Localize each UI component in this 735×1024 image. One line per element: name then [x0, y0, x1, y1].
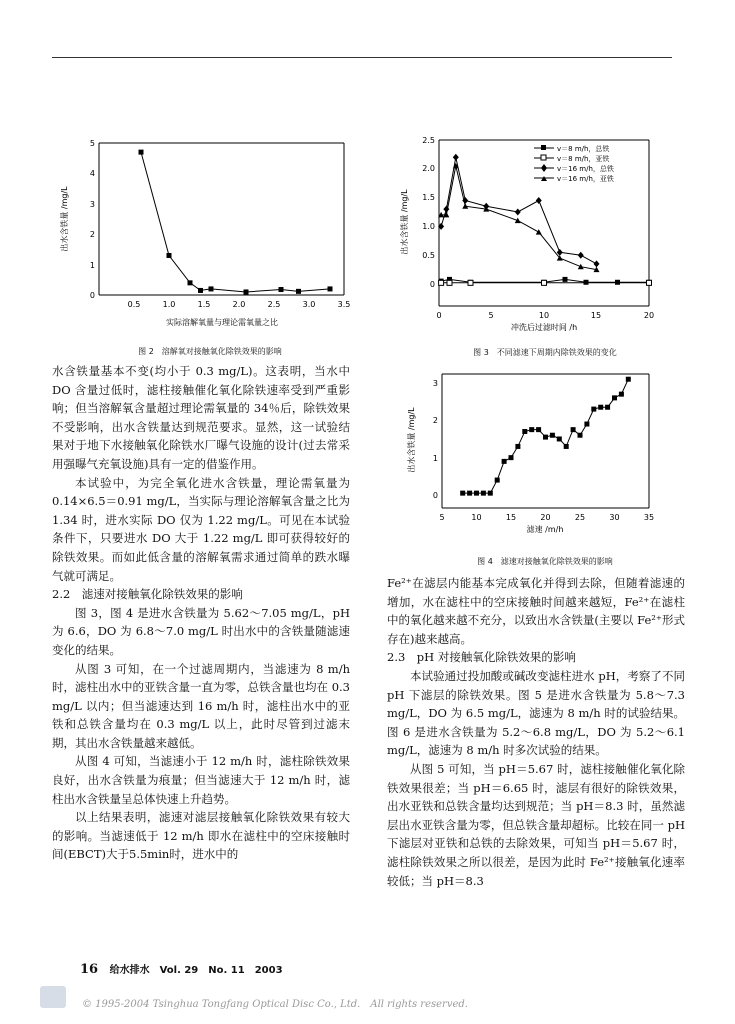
fig4-series-0-point [571, 427, 576, 432]
fig2-xtick: 2.5 [267, 300, 281, 309]
fig2-series-0-point [279, 287, 284, 292]
journal-info: 给水排水 Vol. 29 No. 11 2003 [109, 965, 283, 976]
fig3-legend-0: v＝8 m/h，总铁 [557, 145, 610, 153]
fig3-legend [534, 144, 614, 184]
fig2-ytick: 3 [89, 200, 95, 209]
fig4-ytick: 1 [432, 454, 438, 463]
right-column [387, 574, 685, 890]
fig3-ytick: 0.5 [422, 251, 435, 260]
fig4-series-0-point [591, 407, 596, 412]
fig2-series-0-point [209, 286, 214, 291]
fig4-chart [394, 368, 669, 538]
paragraph: 本试验中，为完全氧化进水含铁量，理论需氧量为 0.14×6.5＝0.91 mg/L，当实际与理论溶解氧含量之比为 1.34 时，进水实际 DO 仅为 1.22 mg/L。可见在本试验条件下，只要进水 DO 大于 1.22 mg/L 即可获得较好的除铁效果。而如此低含量的溶解氧需求通过简单的跌水曝气就可满足。 [52, 475, 350, 583]
fig3-ytick: 1.0 [422, 222, 435, 231]
section-heading: 2.3 pH 对接触氧化除铁效果的影响 [387, 650, 576, 665]
fig4-series-0-point [543, 435, 548, 440]
paragraph: 以上结果表明，滤速对滤层接触氧化除铁效果有较大的影响。当滤速低于 12 m/h 即水在滤柱中的空床接触时间(EBCT)大于5.5min时，进水中的 [52, 810, 350, 862]
fig2-xtick: 3.0 [302, 300, 316, 309]
fig4-series-0-point [481, 491, 486, 496]
fig4-xtick: 25 [574, 513, 586, 522]
fig4-caption: 图 4 滤速对接触氧化除铁效果的影响 [477, 557, 613, 566]
fig4-series-0-point [578, 433, 583, 438]
fig4-series-0-point [598, 405, 603, 410]
fig2-series-0-point [328, 286, 333, 291]
copyright-notice: © 1995-2004 Tsinghua Tongfang Optical Disc Co., Ltd. All rights reserved. [82, 999, 468, 1010]
fig4-series-0-point [557, 436, 562, 441]
fig4-xtick: 5 [439, 513, 445, 522]
fig3-series-3-point [515, 218, 521, 224]
fig3-series-2-point [594, 260, 600, 267]
fig3-caption: 图 3 不同滤速下周期内除铁效果的变化 [473, 348, 617, 357]
fig3-chart [394, 132, 674, 337]
fig4-series-0-point [619, 392, 624, 397]
fig4-series-0-point [495, 478, 500, 483]
fig3-series-0-point [563, 277, 568, 282]
fig4-ytick: 0 [432, 491, 438, 500]
fig2-series-0-point [198, 288, 203, 293]
fig4-series-0-point [529, 427, 534, 432]
fig4-series-0-point [536, 427, 541, 432]
fig4-series-0-point [474, 491, 479, 496]
fig4-series-0-point [460, 491, 465, 496]
fig3-series-1-point [439, 280, 444, 285]
fig4-xtick: 15 [505, 513, 517, 522]
fig3-series-1-point [647, 280, 652, 285]
fig3-xtick: 10 [538, 311, 550, 320]
fig2-caption: 图 2 溶解氧对接触氧化除铁效果的影响 [138, 347, 282, 356]
left-column [52, 362, 350, 864]
fig4-series-0-point [502, 459, 507, 464]
fig4-xtick: 35 [643, 513, 655, 522]
fig2-xtick: 2.0 [232, 300, 246, 309]
fig2-series-0-point [188, 280, 193, 285]
fig4-ylabel: 出水含铁量 /mg/L [407, 407, 416, 473]
header-rule [52, 57, 672, 58]
paragraph: 水含铁量基本不变(均小于 0.3 mg/L)。这表明，当水中 DO 含量过低时，滤柱接触催化氧化除铁速率受到严重影响；但当溶解氧含量超过理论需氧量的 34％后，除铁效果不受影响，出水含铁量达到规范要求。显然，这一试验结果对于地下水接触氧化除铁水厂曝气设施的设计(过去常采用强曝气充氧设施)具有一定的借鉴作用。 [52, 364, 350, 471]
fig3-legend-3: v＝16 m/h，亚铁 [557, 175, 614, 183]
fig4-series-0-point [584, 422, 589, 427]
fig3-series-2-point [515, 209, 521, 216]
fig4-series-0-point [522, 429, 527, 434]
fig4-ytick: 3 [432, 379, 438, 388]
fig2-series-0-line [141, 152, 330, 292]
fig4-series-0-point [550, 433, 555, 438]
fig3-ylabel: 出水含铁量 /mg/L [400, 189, 409, 255]
paragraph: 从图 4 可知，当滤速小于 12 m/h 时，滤柱除铁效果良好，出水含铁量为痕量；但当滤速大于 12 m/h 时，滤柱出水含铁量呈总体快速上升趋势。 [52, 754, 350, 806]
fig2-series-0-point [139, 150, 144, 155]
fig3-xtick: 0 [436, 311, 442, 320]
fig3-legend-1: v＝8 m/h，亚铁 [557, 155, 610, 163]
paragraph: 图 3，图 4 是进水含铁量为 5.62～7.05 mg/L，pH 为 6.6，DO 为 6.8～7.0 mg/L 时出水中的含铁量随滤速变化的结果。 [52, 605, 350, 657]
fig3-series-0-point [615, 280, 620, 285]
fig2-ylabel: 出水含铁量 /mg/L [60, 186, 69, 252]
fig4-series-0-point [612, 395, 617, 400]
fig4-series-0-point [515, 444, 520, 449]
fig3-ytick: 2.0 [422, 164, 435, 173]
fig4-series-0-point [509, 455, 514, 460]
page-number: 16 [80, 962, 99, 977]
fig2-xlabel: 实际溶解氧量与理论需氧量之比 [166, 318, 278, 327]
fig4-series-0-point [626, 377, 631, 382]
fig3-xtick: 5 [488, 311, 494, 320]
fig3-ytick: 1.5 [422, 193, 435, 202]
fig4-series-0-point [488, 491, 493, 496]
fig2-ytick: 5 [89, 139, 95, 148]
fig4-xtick: 30 [609, 513, 620, 522]
paragraph: 从图 3 可知，在一个过滤周期内，当滤速为 8 m/h 时，滤柱出水中的亚铁含量一直为零，总铁含量也均在 0.3 mg/L 以内；但当滤速达到 16 m/h 时，滤柱出水中的亚铁和总铁含量均在 0.3 mg/L 以上，此时尽管到过滤末期，其出水含铁量越来越低。 [52, 661, 350, 750]
fig2-ytick: 1 [89, 261, 95, 270]
fig3-series-3-point [536, 229, 542, 235]
paragraph: Fe²⁺在滤层内能基本完成氧化并得到去除，但随着滤速的增加，水在滤柱中的空床接触时间越来越短，Fe²⁺在滤柱中的氧化越来越不充分，以致出水含铁量(主要以 Fe²⁺形式存在)越来越高。 [387, 576, 685, 646]
fig2-ytick: 4 [89, 169, 95, 178]
fig3-series-3-point [578, 264, 584, 270]
fig4-series-0-point [605, 405, 610, 410]
fig3-legend-2: v＝16 m/h，总铁 [557, 165, 614, 173]
fig3-series-2-point [536, 197, 542, 204]
fig3-series-1-point [468, 280, 473, 285]
fig3-series-1-point [447, 280, 452, 285]
fig3-ytick: 0 [429, 280, 435, 289]
fig3-series-0-point [584, 280, 589, 285]
fig3-series-1-point [542, 280, 547, 285]
fig2-ytick: 2 [89, 230, 95, 239]
fig2-series-0-point [167, 253, 172, 258]
paragraph: 从图 5 可知，当 pH＝5.67 时，滤柱接触催化氧化除铁效果很差；当 pH＝6.65 时，滤层有很好的除铁效果，出水亚铁和总铁含量均达到规范；当 pH＝8.3 时，虽然滤层出水亚铁含量为零，但总铁含量却超标。比较在同一 pH 下滤层对亚铁和总铁的去除效果，可知当 pH＝5.67 时，滤柱除铁效果之所以很差，是因为此时 Fe²⁺接触氧化速率较低；当 pH＝8.3 [387, 761, 685, 888]
fig2-xtick: 1.5 [197, 300, 211, 309]
fig3-series-2-point [578, 252, 584, 259]
fig2-xtick: 1.0 [162, 300, 176, 309]
page-footer [80, 961, 283, 977]
fig2-xtick: 3.5 [337, 300, 351, 309]
fig3-series-2-point [453, 154, 459, 161]
fig2-xtick: 0.5 [127, 300, 141, 309]
fig4-xtick: 20 [540, 513, 551, 522]
publisher-logo [40, 986, 66, 1008]
fig2-series-0-point [244, 289, 249, 294]
fig2-ytick: 0 [89, 291, 95, 300]
fig4-xlabel: 滤速 /m/h [526, 525, 564, 534]
fig4-series-0-point [467, 491, 472, 496]
paragraph: 本试验通过投加酸或碱改变滤柱进水 pH，考察了不同 pH 下滤层的除铁效果。图 5 是进水含铁量为 5.8～7.3 mg/L，DO 为 6.5 mg/L，滤速为 8 m/h 时的试验结果。图 6 是进水含铁量为 5.2～6.8 mg/L，DO 为 5.2～6.1 mg/L，滤速为 8 m/h 时多次试验的结果。 [387, 668, 685, 758]
fig2-series-0-point [296, 289, 301, 294]
fig2-chart [54, 135, 354, 335]
fig4-series-0-point [564, 444, 569, 449]
fig2-axes [99, 143, 344, 295]
fig3-ytick: 2.5 [422, 136, 435, 145]
fig3-xlabel: 冲洗后过滤时间 /h [510, 323, 578, 332]
fig3-xtick: 15 [590, 311, 602, 320]
fig4-ytick: 2 [432, 416, 438, 425]
section-heading: 2.2 滤速对接触氧化除铁效果的影响 [52, 587, 243, 602]
fig3-xtick: 20 [643, 311, 655, 320]
fig4-xtick: 10 [471, 513, 482, 522]
